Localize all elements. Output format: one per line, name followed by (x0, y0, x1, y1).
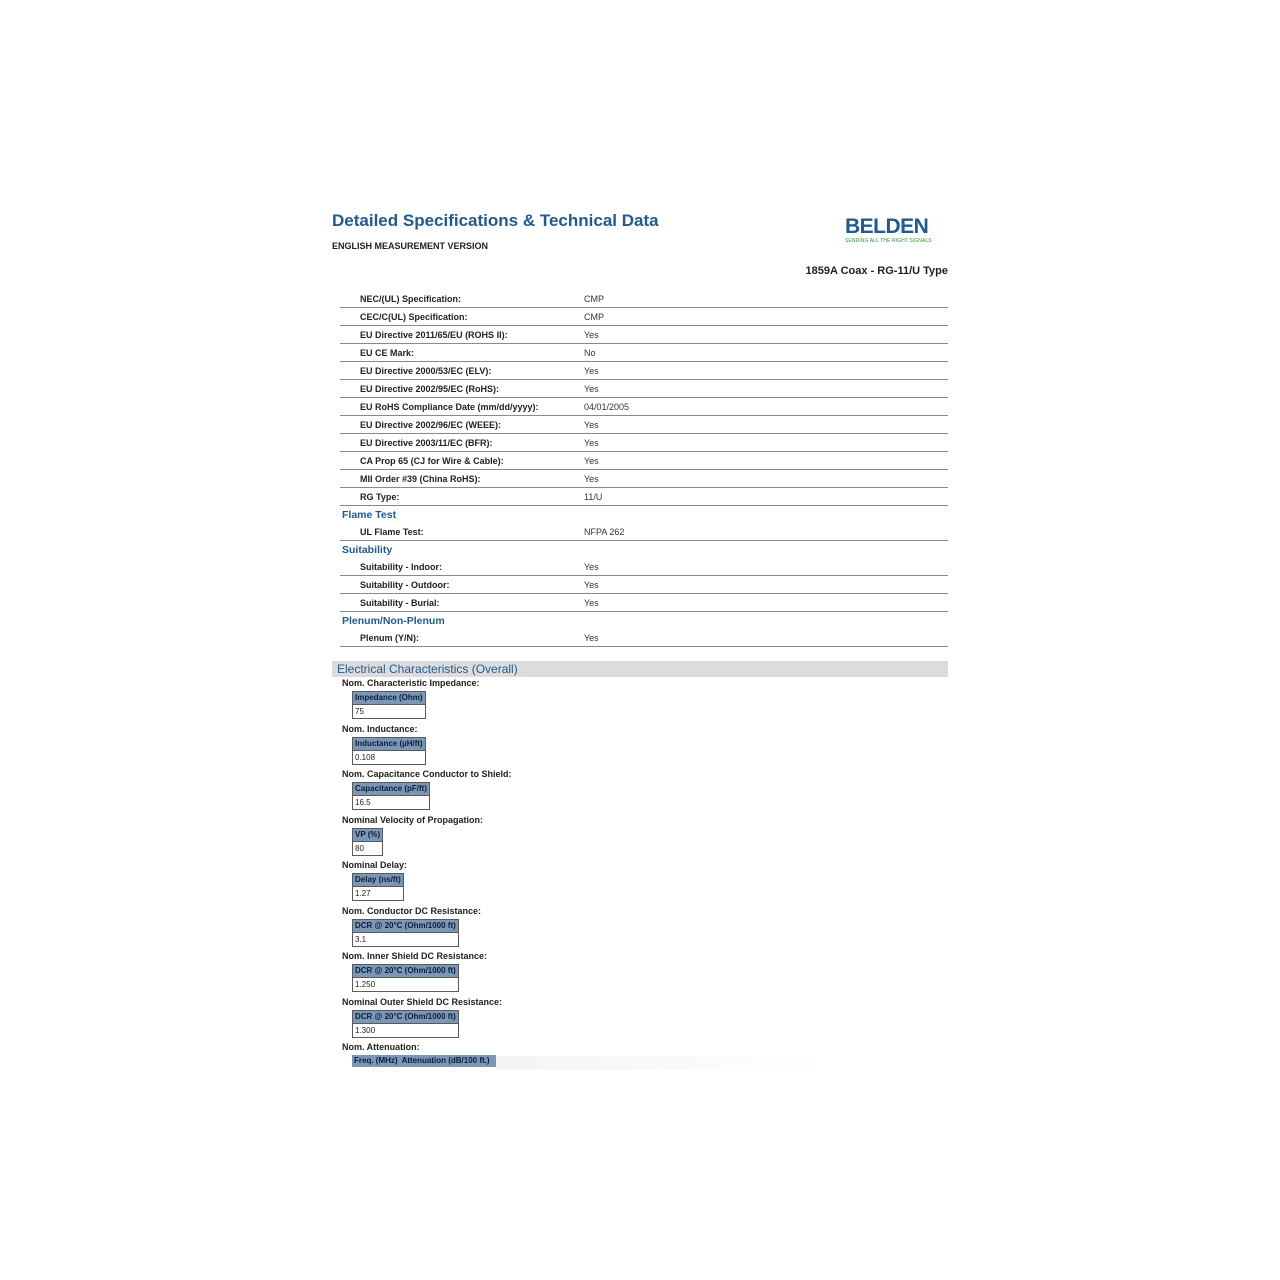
attenuation-table-header (352, 1055, 496, 1067)
value-table (352, 737, 426, 765)
electrical-item-label: Nominal Delay: (342, 860, 408, 870)
spec-row (340, 576, 948, 594)
value-table (352, 919, 459, 947)
value-table-header: DCR @ 20°C (Ohm/1000 ft) (353, 965, 459, 978)
spec-value: Yes (584, 419, 599, 430)
value-table-header: DCR @ 20°C (Ohm/1000 ft) (353, 1010, 459, 1023)
spec-label: EU CE Mark: (360, 347, 415, 358)
value-table-header: VP (%) (353, 828, 383, 841)
value-table (352, 964, 459, 992)
spec-label: NEC/(UL) Specification: (360, 293, 462, 304)
logo-tagline: SENDING ALL THE RIGHT SIGNALS (845, 238, 932, 244)
spec-label: EU Directive 2003/11/EC (BFR): (360, 437, 493, 448)
spec-value: No (584, 347, 596, 358)
section-heading-plenum: Plenum/Non-Plenum (342, 615, 445, 627)
attenuation-value-header: Attenuation (dB/100 ft.) (401, 1056, 490, 1065)
spec-label: Suitability - Indoor: (360, 561, 442, 572)
attenuation-freq-header: Freq. (MHz) (354, 1056, 398, 1065)
spec-row (340, 398, 948, 416)
spec-value: Yes (584, 597, 599, 608)
electrical-item-label: Nominal Velocity of Propagation: (342, 814, 484, 825)
spec-label: EU Directive 2000/53/EC (ELV): (360, 365, 492, 376)
electrical-item-label: Nom. Inner Shield DC Resistance: (342, 951, 488, 961)
spec-value: Yes (584, 437, 599, 448)
electrical-item-label: Nom. Attenuation: (342, 1042, 420, 1052)
value-table-header: Capacitance (pF/ft) (353, 783, 430, 796)
spec-row (340, 488, 948, 506)
spec-label: Suitability - Burial: (360, 597, 440, 608)
electrical-item-label: Nom. Inductance: (342, 723, 418, 734)
electrical-item-label: Nom. Characteristic Impedance: (342, 678, 480, 688)
spec-row (340, 558, 948, 576)
spec-value: Yes (584, 365, 599, 376)
spec-value: Yes (584, 455, 599, 466)
electrical-item (342, 768, 942, 814)
value-table-cell: 3.1 (353, 932, 459, 946)
electrical-item (342, 859, 942, 905)
spec-label: EU Directive 2002/96/EC (WEEE): (360, 419, 502, 430)
value-table-cell: 16.5 (353, 796, 430, 810)
value-table-header: Delay (ns/ft) (353, 874, 404, 887)
value-table-cell: 0.108 (353, 750, 426, 764)
value-table (352, 828, 383, 856)
spec-value: Yes (584, 383, 599, 394)
spec-value: 11/U (584, 491, 603, 502)
logo-wordmark: BELDEN (845, 215, 929, 238)
page-fade-edge (496, 1056, 826, 1070)
spec-value: CMP (584, 293, 604, 304)
spec-label: EU RoHS Compliance Date (mm/dd/yyyy): (360, 401, 539, 412)
spec-value: 04/01/2005 (584, 401, 630, 412)
spec-row (340, 594, 948, 612)
spec-row (340, 629, 948, 647)
electrical-item-label: Nominal Outer Shield DC Resistance: (342, 996, 503, 1007)
measurement-version-label: ENGLISH MEASUREMENT VERSION (332, 241, 489, 251)
spec-value: Yes (584, 473, 599, 484)
electrical-item (342, 677, 942, 723)
specification-list (340, 290, 948, 647)
value-table-cell: 1.300 (353, 1023, 459, 1037)
spec-value: Yes (584, 632, 599, 643)
value-table-header: Impedance (Ohm) (353, 692, 426, 705)
spec-row (340, 452, 948, 470)
spec-row (340, 362, 948, 380)
electrical-item (342, 814, 942, 860)
value-table-header: DCR @ 20°C (Ohm/1000 ft) (353, 919, 459, 932)
spec-row (340, 416, 948, 434)
electrical-characteristics-list (342, 677, 942, 1087)
spec-row (340, 344, 948, 362)
spec-label: MII Order #39 (China RoHS): (360, 473, 481, 484)
spec-label: UL Flame Test: (360, 526, 424, 537)
value-table (352, 691, 426, 719)
electrical-item (342, 996, 942, 1042)
document-title: Detailed Specifications & Technical Data (332, 211, 659, 230)
spec-value: NFPA 262 (584, 526, 625, 537)
value-table-cell: 1.250 (353, 978, 459, 992)
value-table-header: Inductance (µH/ft) (353, 737, 426, 750)
electrical-item-label: Nom. Conductor DC Resistance: (342, 905, 482, 916)
electrical-item (342, 950, 942, 996)
electrical-item-label: Nom. Capacitance Conductor to Shield: (342, 769, 512, 779)
value-table-cell: 75 (353, 705, 426, 719)
spec-value: Yes (584, 561, 599, 572)
electrical-item (342, 905, 942, 951)
value-table (352, 873, 404, 901)
spec-row (340, 380, 948, 398)
spec-row (340, 470, 948, 488)
spec-row (340, 434, 948, 452)
spec-label: CEC/C(UL) Specification: (360, 311, 468, 322)
spec-label: Suitability - Outdoor: (360, 579, 450, 590)
spec-label: EU Directive 2011/65/EU (ROHS II): (360, 329, 508, 340)
spec-row (340, 290, 948, 308)
spec-row (340, 308, 948, 326)
spec-row (340, 523, 948, 541)
product-title: 1859A Coax - RG-11/U Type (805, 265, 948, 277)
spec-label: CA Prop 65 (CJ for Wire & Cable): (360, 455, 504, 466)
section-heading-suitability: Suitability (342, 544, 393, 556)
value-table (352, 1010, 459, 1038)
value-table-cell: 1.27 (353, 887, 404, 901)
spec-value: CMP (584, 311, 604, 322)
belden-logo (845, 216, 935, 244)
spec-label: Plenum (Y/N): (360, 632, 420, 643)
spec-row (340, 326, 948, 344)
spec-value: Yes (584, 579, 599, 590)
spec-label: EU Directive 2002/95/EC (RoHS): (360, 383, 500, 394)
section-heading-flame-test: Flame Test (342, 509, 397, 521)
spec-label: RG Type: (360, 491, 400, 502)
value-table-cell: 80 (353, 841, 383, 855)
section-heading-electrical: Electrical Characteristics (Overall) (337, 662, 518, 676)
value-table (352, 782, 430, 810)
spec-value: Yes (584, 329, 599, 340)
electrical-item (342, 723, 942, 769)
